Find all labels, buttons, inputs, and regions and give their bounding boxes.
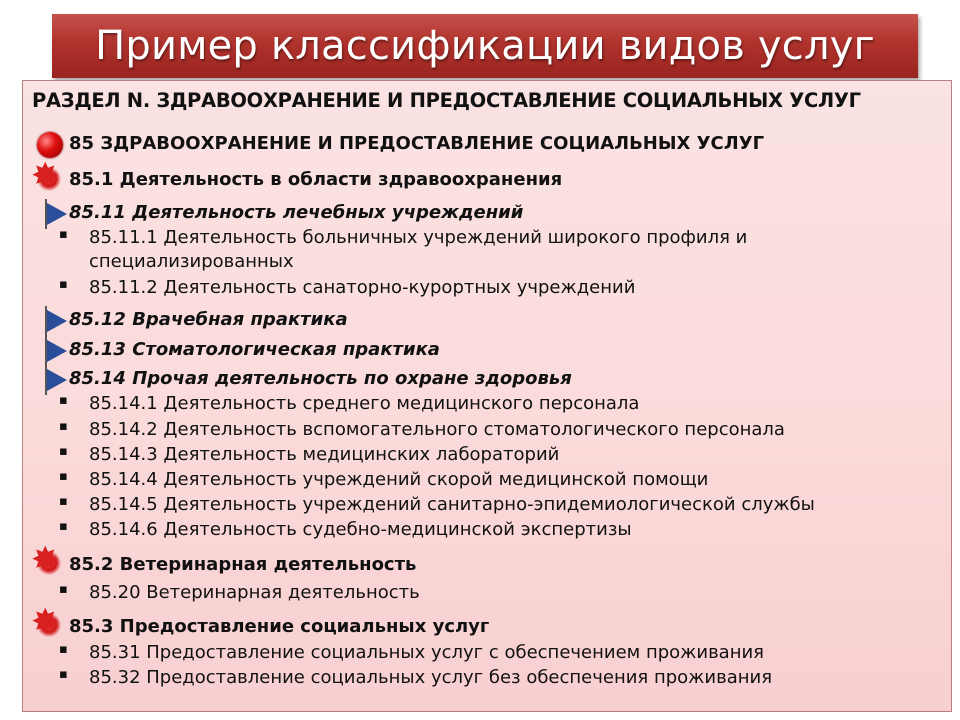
list-item bbox=[59, 227, 748, 248]
bullet: ▪ bbox=[59, 519, 68, 534]
bullet: ▪ bbox=[59, 582, 68, 597]
red-burst-icon bbox=[37, 613, 61, 637]
item-85-14-5: 85.14.5 Деятельность учреждений санитарно-эпидемиологической службы bbox=[89, 494, 815, 515]
list-item bbox=[59, 582, 420, 603]
bullet: ▪ bbox=[59, 469, 68, 484]
bullet: ▪ bbox=[59, 393, 68, 408]
subgroup-85-13: 85.13 Стоматологическая практика bbox=[69, 339, 440, 360]
red-burst-icon bbox=[37, 551, 61, 575]
red-gem-pin-icon bbox=[37, 132, 63, 158]
list-item bbox=[59, 277, 636, 298]
list-item bbox=[59, 469, 709, 490]
bullet: ▪ bbox=[59, 494, 68, 509]
bullet: ▪ bbox=[59, 277, 68, 292]
class-85: 85 ЗДРАВООХРАНЕНИЕ И ПРЕДОСТАВЛЕНИЕ СОЦИАЛЬНЫХ УСЛУГ bbox=[69, 133, 765, 154]
item-85-11-2: 85.11.2 Деятельность санаторно-курортных учреждений bbox=[89, 277, 636, 298]
blue-flag-icon bbox=[47, 369, 67, 391]
group-85-3: 85.3 Предоставление социальных услуг bbox=[69, 616, 490, 637]
list-item bbox=[59, 667, 773, 688]
item-85-20: 85.20 Ветеринарная деятельность bbox=[89, 582, 420, 603]
content-box bbox=[22, 80, 952, 712]
item-85-14-4: 85.14.4 Деятельность учреждений скорой медицинской помощи bbox=[89, 469, 709, 490]
list-item bbox=[59, 393, 640, 414]
blue-flag-icon bbox=[47, 310, 67, 332]
item-85-11-1: 85.11.1 Деятельность больничных учреждений широкого профиля и bbox=[89, 227, 748, 248]
subgroup-85-14: 85.14 Прочая деятельность по охране здоровья bbox=[69, 368, 572, 389]
red-burst-icon bbox=[37, 167, 61, 191]
bullet: ▪ bbox=[59, 667, 68, 682]
item-85-11-1-cont: специализированных bbox=[89, 251, 294, 272]
subgroup-85-12: 85.12 Врачебная практика bbox=[69, 309, 348, 330]
bullet: ▪ bbox=[59, 642, 68, 657]
bullet: ▪ bbox=[59, 419, 68, 434]
blue-flag-icon bbox=[47, 203, 67, 225]
group-85-2: 85.2 Ветеринарная деятельность bbox=[69, 554, 417, 575]
bullet: ▪ bbox=[59, 227, 68, 242]
bullet: ▪ bbox=[59, 444, 68, 459]
list-item bbox=[59, 494, 815, 515]
item-85-14-2: 85.14.2 Деятельность вспомогательного стоматологического персонала bbox=[89, 419, 785, 440]
group-85-1: 85.1 Деятельность в области здравоохранения bbox=[69, 169, 563, 190]
subgroup-85-11: 85.11 Деятельность лечебных учреждений bbox=[69, 202, 524, 223]
item-85-14-3: 85.14.3 Деятельность медицинских лабораторий bbox=[89, 444, 560, 465]
item-85-14-6: 85.14.6 Деятельность судебно-медицинской экспертизы bbox=[89, 519, 632, 540]
slide-title: Пример классификации видов услуг bbox=[95, 23, 875, 69]
list-item bbox=[59, 519, 632, 540]
item-85-31: 85.31 Предоставление социальных услуг с обеспечением проживания bbox=[89, 642, 764, 663]
item-85-32: 85.32 Предоставление социальных услуг без обеспечения проживания bbox=[89, 667, 773, 688]
list-item bbox=[59, 642, 764, 663]
list-item bbox=[59, 444, 560, 465]
blue-flag-icon bbox=[47, 340, 67, 362]
list-item bbox=[59, 419, 785, 440]
item-85-14-1: 85.14.1 Деятельность среднего медицинского персонала bbox=[89, 393, 640, 414]
list-item-continuation bbox=[89, 251, 294, 272]
title-bar bbox=[52, 14, 918, 78]
section-heading: РАЗДЕЛ N. ЗДРАВООХРАНЕНИЕ И ПРЕДОСТАВЛЕНИЕ СОЦИАЛЬНЫХ УСЛУГ bbox=[32, 89, 861, 112]
